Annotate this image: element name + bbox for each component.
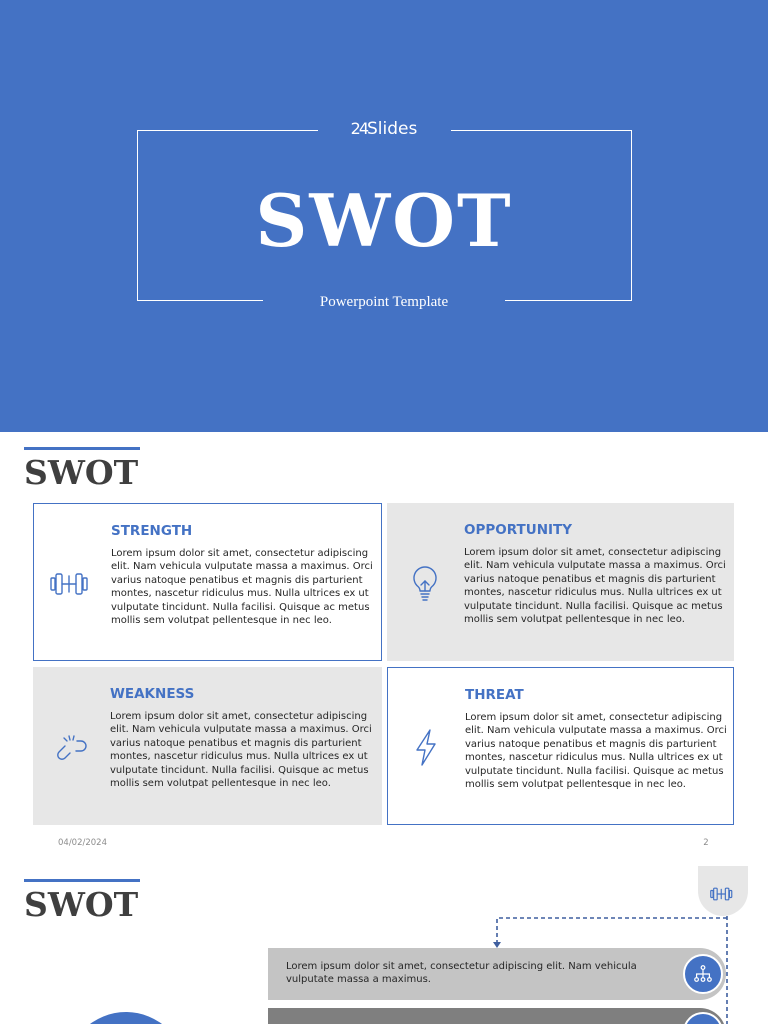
footer-date: 04/02/2024 xyxy=(58,838,107,848)
threat-text: Lorem ipsum dolor sit amet, consectetur adipiscing elit. Nam vehicula vulputate massa a maximus. Orci varius natoque penatibus et magnis dis parturient montes, nascetur ridiculus mus. Nulla ultrices ex ut vulputate tincidunt. Nulla facilisi. Quisque ac metus mollis sem volutpat pellentesque in nec leo. xyxy=(465,712,727,791)
title-slide xyxy=(0,0,768,432)
slide-heading: SWOT xyxy=(24,453,139,492)
slide-title: SWOT xyxy=(255,178,513,263)
swot-process-slide xyxy=(0,864,768,1024)
brand-logo-text: Slides xyxy=(367,119,418,139)
frame-top-left-line xyxy=(137,130,318,131)
strength-text: Lorem ipsum dolor sit amet, consectetur adipiscing elit. Nam vehicula vulputate massa a maximus. Orci varius natoque penatibus et magnis dis parturient montes, nascetur ridiculus mus. Nulla ultrices ex ut vulputate tincidunt. Nulla facilisi. Quisque ac metus mollis sem volutpat pellentesque in nec leo. xyxy=(111,548,373,627)
hierarchy-icon xyxy=(692,963,714,985)
lightning-icon xyxy=(402,723,450,771)
page-number: 2 xyxy=(703,838,709,848)
broken-link-icon xyxy=(47,722,95,770)
heading-accent-bar xyxy=(24,447,140,450)
strength-card xyxy=(33,503,382,661)
frame-top-right-line xyxy=(451,130,632,131)
frame-bottom-right-line xyxy=(505,300,632,301)
threat-title: THREAT xyxy=(465,687,524,703)
brand-logo xyxy=(324,118,444,140)
opportunity-card xyxy=(387,503,734,661)
opportunity-text: Lorem ipsum dolor sit amet, consectetur adipiscing elit. Nam vehicula vulputate massa a maximus. Orci varius natoque penatibus et magnis dis parturient montes, nascetur ridiculus mus. Nulla ultrices ex ut vulputate tincidunt. Nulla facilisi. Quisque ac metus mollis sem volutpat pellentesque in nec leo. xyxy=(464,547,726,626)
dumbbell-icon xyxy=(48,560,96,608)
opportunity-title: OPPORTUNITY xyxy=(464,522,573,538)
swot-grid-slide xyxy=(0,432,768,864)
process-row-1-text: Lorem ipsum dolor sit amet, consectetur adipiscing elit. Nam vehicula vulputate massa a maximus. xyxy=(286,961,637,986)
process-row-1-badge xyxy=(683,954,723,994)
weakness-text: Lorem ipsum dolor sit amet, consectetur adipiscing elit. Nam vehicula vulputate massa a maximus. Orci varius natoque penatibus et magnis dis parturient montes, nascetur ridiculus mus. Nulla ultrices ex ut vulputate tincidunt. Nulla facilisi. Quisque ac metus mollis sem volutpat pellentesque in nec leo. xyxy=(110,711,372,790)
dashed-connector xyxy=(0,864,768,1024)
slide-heading: SWOT xyxy=(24,885,139,924)
brand-logo-number: 24 xyxy=(350,119,367,138)
frame-bottom-left-line xyxy=(137,300,263,301)
lightbulb-icon xyxy=(401,559,449,607)
weakness-card xyxy=(33,667,382,825)
weakness-title: WEAKNESS xyxy=(110,686,195,702)
strength-title: STRENGTH xyxy=(111,523,193,539)
process-row-2 xyxy=(268,1008,726,1024)
slide-subtitle: Powerpoint Template xyxy=(319,294,449,310)
threat-card xyxy=(387,667,734,825)
